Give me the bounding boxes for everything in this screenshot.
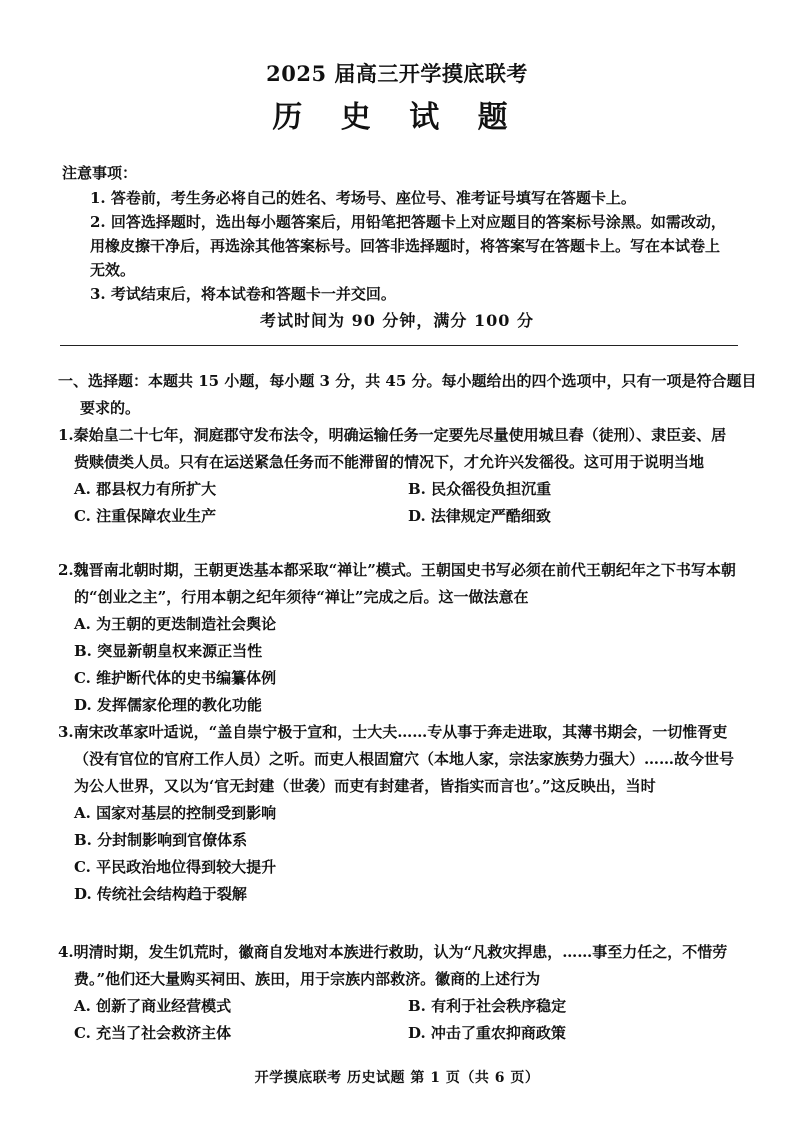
notice-item-3: 3. 考试结束后，将本试卷和答题卡一并交回。: [90, 285, 396, 303]
notice-item-1: 1. 答卷前，考生务必将自己的姓名、考场号、座位号、准考证号填写在答题卡上。: [90, 189, 636, 207]
question-stem: [58, 719, 740, 800]
section-instruction-text: 一、选择题：本题共 15 小题，每小题 3 分，共 45 分。每小题给出的四个选项中，只有一项是符合题目要求的。: [58, 372, 757, 417]
page-footer: 开学摸底联考 历史试题 第 1 页（共 6 页）: [254, 1070, 540, 1086]
question-text: 南宋改革家叶适说，“盖自崇宁极于宣和，士大夫……专从事于奔走进取，其薄书期会，一切惟胥吏（没有官位的官府工作人员）之听。而吏人根固窟穴（本地人家，宗法家族势力强大）……故今世号为公人世界，又以为‘官无封建（世袭）而吏有封建者，皆指实而言也’。”这反映出，当时: [73, 723, 735, 795]
question-text: 魏晋南北朝时期，王朝更迭基本都采取“禅让”模式。王朝国史书写必须在前代王朝纪年之下书写本朝的“创业之主”，行用本朝之纪年须待“禅让”完成之后。这一做法意在: [73, 561, 736, 606]
exam-name: 2025 届高三开学摸底联考: [266, 61, 528, 86]
notice-item-2: 2. 回答选择题时，选出每小题答案后，用铅笔把答题卡上对应题目的答案标号涂黑。如需改动，用橡皮擦干净后，再选涂其他答案标号。回答非选择题时，将答案写在答题卡上。写在本试卷上无效。: [90, 213, 726, 279]
section-instruction: [58, 368, 760, 422]
question-number: 3.: [58, 723, 74, 741]
option-row: [58, 503, 740, 530]
option-d: D. 冲击了重农抑商政策: [408, 1024, 566, 1042]
option-b: B. 民众徭役负担沉重: [408, 480, 552, 498]
option-c: C. 维护断代体的史书编纂体例: [74, 669, 277, 687]
option-a: A. 创新了商业经营模式: [74, 997, 232, 1015]
option-b: B. 分封制影响到官僚体系: [74, 831, 248, 849]
option-b: B. 有利于社会秩序稳定: [408, 997, 567, 1015]
question-2: [58, 557, 740, 719]
option-a: A. 国家对基层的控制受到影响: [74, 804, 277, 822]
option-c: C. 平民政治地位得到较大提升: [74, 858, 277, 876]
question-1: [58, 422, 740, 530]
option-d: D. 传统社会结构趋于裂解: [74, 885, 247, 903]
question-number: 1.: [58, 426, 74, 444]
option-d: D. 法律规定严酷细致: [408, 507, 551, 525]
option-row: [58, 993, 740, 1020]
question-stem: [58, 939, 740, 993]
option-a: A. 郡县权力有所扩大: [74, 480, 217, 498]
notice-heading: 注意事项：: [62, 164, 138, 182]
question-4: [58, 939, 740, 1047]
option-c: C. 注重保障农业生产: [74, 507, 217, 525]
exam-time-score: 考试时间为 90 分钟，满分 100 分: [260, 311, 534, 330]
option-c: C. 充当了社会救济主体: [74, 1024, 232, 1042]
question-number: 4.: [58, 943, 74, 961]
divider: [60, 345, 738, 346]
question-text: 秦始皇二十七年，洞庭郡守发布法令，明确运输任务一定要先尽量使用城旦舂（徒刑）、隶臣妾、居赀赎债类人员。只有在运送紧急任务而不能滞留的情况下，才允许兴发徭役。这可用于说明当地: [73, 426, 727, 471]
question-number: 2.: [58, 561, 74, 579]
option-a: A. 为王朝的更迭制造社会舆论: [74, 615, 277, 633]
option-b: B. 突显新朝皇权来源正当性: [74, 642, 263, 660]
subject-title: 历 史 试 题: [272, 100, 522, 135]
option-d: D. 发挥儒家伦理的教化功能: [74, 696, 262, 714]
question-text: 明清时期，发生饥荒时，徽商自发地对本族进行救助，认为“凡救灾捍患，……事至力任之，不惜劳费。”他们还大量购买祠田、族田，用于宗族内部救济。徽商的上述行为: [73, 943, 728, 988]
option-row: [58, 1020, 740, 1047]
question-3: [58, 719, 740, 908]
question-stem: [58, 557, 740, 611]
option-row: [58, 476, 740, 503]
question-stem: [58, 422, 740, 476]
